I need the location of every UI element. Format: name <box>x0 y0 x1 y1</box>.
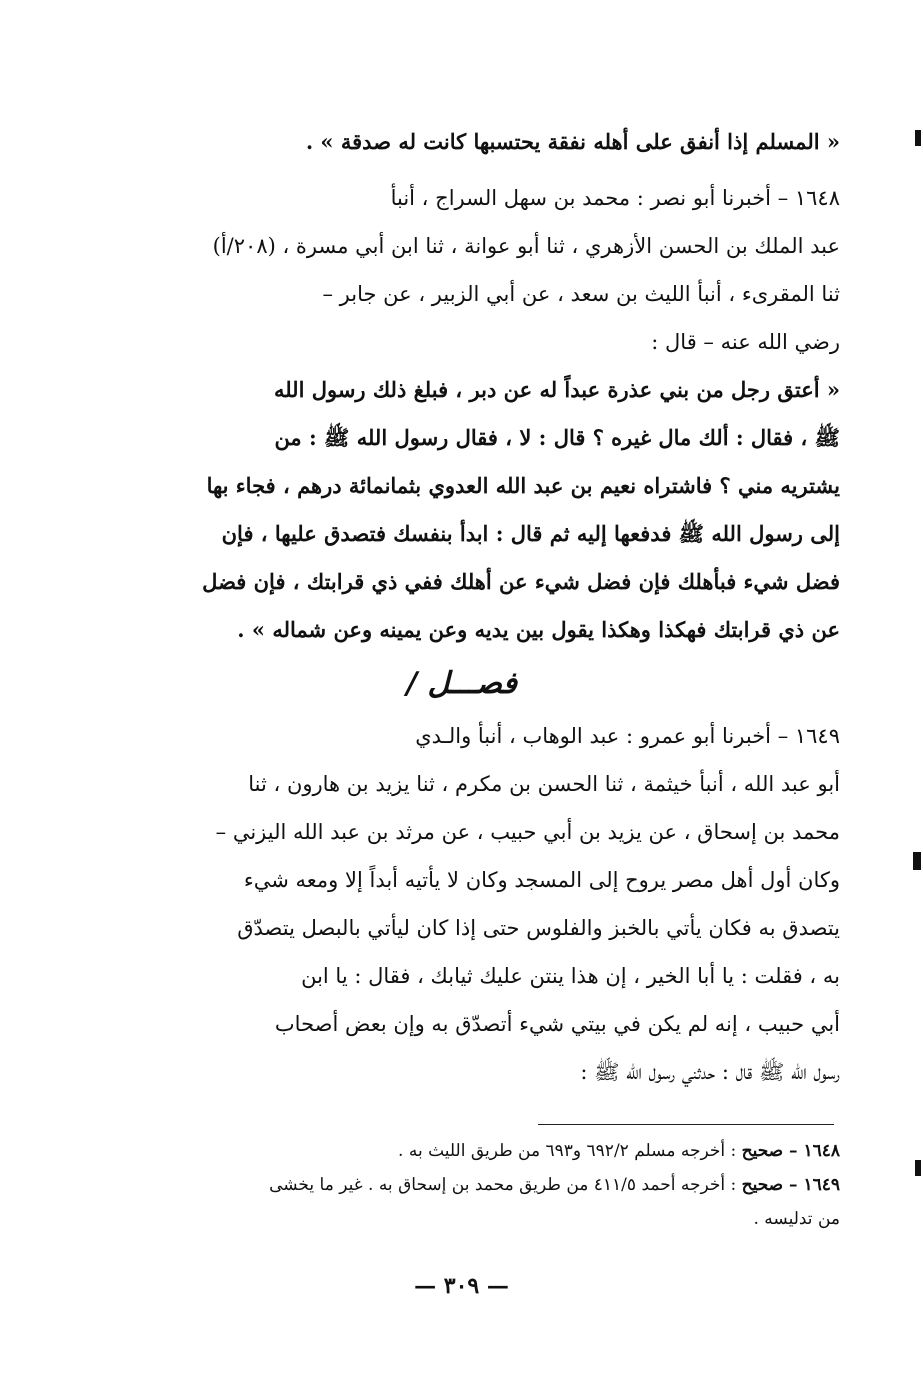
scan-mark <box>915 130 921 146</box>
text-line: ١٦٤٩ – أخبرنا أبو عمرو : عبد الوهاب ، أنبأ والـدي <box>415 724 840 748</box>
text-line: به ، فقلت : يا أبا الخير ، إن هذا ينتن عليك ثيابك ، فقال : يا ابن <box>301 964 840 988</box>
footnote-1648 <box>90 1134 840 1168</box>
text-line: ثنا المقرىء ، أنبأ الليث بن سعد ، عن أبي الزبير ، عن جابر – <box>322 282 840 306</box>
section-1-text <box>140 118 840 166</box>
text-line: رضي الله عنه – قال : <box>651 330 840 354</box>
footnote-text: : أخرجه مسلم ٦٩٢/٢ و٦٩٣ من طريق الليث به . <box>398 1141 742 1161</box>
text-line: أبي حبيب ، إنه لم يكن في بيتي شيء أتصدّق به وإن بعض أصحاب <box>274 1012 840 1036</box>
footnote-number: ١٦٤٨ – صحيح <box>741 1141 840 1161</box>
text-line: يتصدق به فكان يأتي بالخبز والفلوس حتى إذا كان ليأتي بالبصل يتصدّق <box>237 916 840 940</box>
text-line: وكان أول أهل مصر يروح إلى المسجد وكان لا يأتيه أبداً إلا ومعه شيء <box>243 868 840 892</box>
hadith-1649-text <box>140 712 840 1096</box>
text-line: عبد الملك بن الحسن الأزهري ، ثنا أبو عوانة ، ثنا ابن أبي مسرة ، (٢٠٨/أ) <box>212 234 840 258</box>
text-line: محمد بن إسحاق ، عن يزيد بن أبي حبيب ، عن مرثد بن عبد الله اليزني – <box>215 820 840 844</box>
section-heading: فصـــل / <box>406 666 517 701</box>
text-line: عن ذي قرابتك فهكذا وهكذا يقول بين يديه وعن يمينه وعن شماله » . <box>237 617 840 642</box>
text-line: رسول الله ﷺ قال : حدثني رسول الله ﷺ : <box>580 1060 840 1084</box>
footnote-text: : أخرجه أحمد ٤١١/٥ من طريق محمد بن إسحاق به . غير ما يخشى <box>269 1175 742 1195</box>
footnote-1649 <box>90 1168 840 1202</box>
text-line: ﷺ ، فقال : ألك مال غيره ؟ قال : لا ، فقال رسول الله ﷺ : من <box>274 425 840 450</box>
text-line: فضل شيء فبأهلك فإن فضل شيء عن أهلك ففي ذي قرابتك ، فإن فضل <box>202 569 840 594</box>
hadith-1648-isnad <box>140 174 840 366</box>
page-number: — ٣٠٩ — <box>414 1273 509 1299</box>
footnote-1649-continued <box>90 1202 840 1236</box>
text-line: « أعتق رجل من بني عذرة عبداً له عن دبر ، فبلغ ذلك رسول الله <box>273 377 840 402</box>
footnotes <box>90 1134 840 1236</box>
text-line: ١٦٤٨ – أخبرنا أبو نصر : محمد بن سهل السراج ، أنبأ <box>390 186 840 210</box>
text-line: « المسلم إذا أنفق على أهله نفقة يحتسبها كانت له صدقة » . <box>305 129 840 154</box>
scan-mark <box>915 1160 921 1176</box>
hadith-1648-matn <box>140 366 840 654</box>
scan-mark <box>913 852 921 870</box>
text-line: أبو عبد الله ، أنبأ خيثمة ، ثنا الحسن بن مكرم ، ثنا يزيد بن هارون ، ثنا <box>248 772 840 796</box>
footnote-text: من تدليسه . <box>753 1209 840 1229</box>
text-line: إلى رسول الله ﷺ فدفعها إليه ثم قال : ابدأ بنفسك فتصدق عليها ، فإن <box>221 521 840 546</box>
text-line: يشتريه مني ؟ فاشتراه نعيم بن عبد الله العدوي بثمانمائة درهم ، فجاء بها <box>206 473 840 498</box>
footnote-separator <box>538 1124 834 1125</box>
footnote-number: ١٦٤٩ – صحيح <box>741 1175 840 1195</box>
